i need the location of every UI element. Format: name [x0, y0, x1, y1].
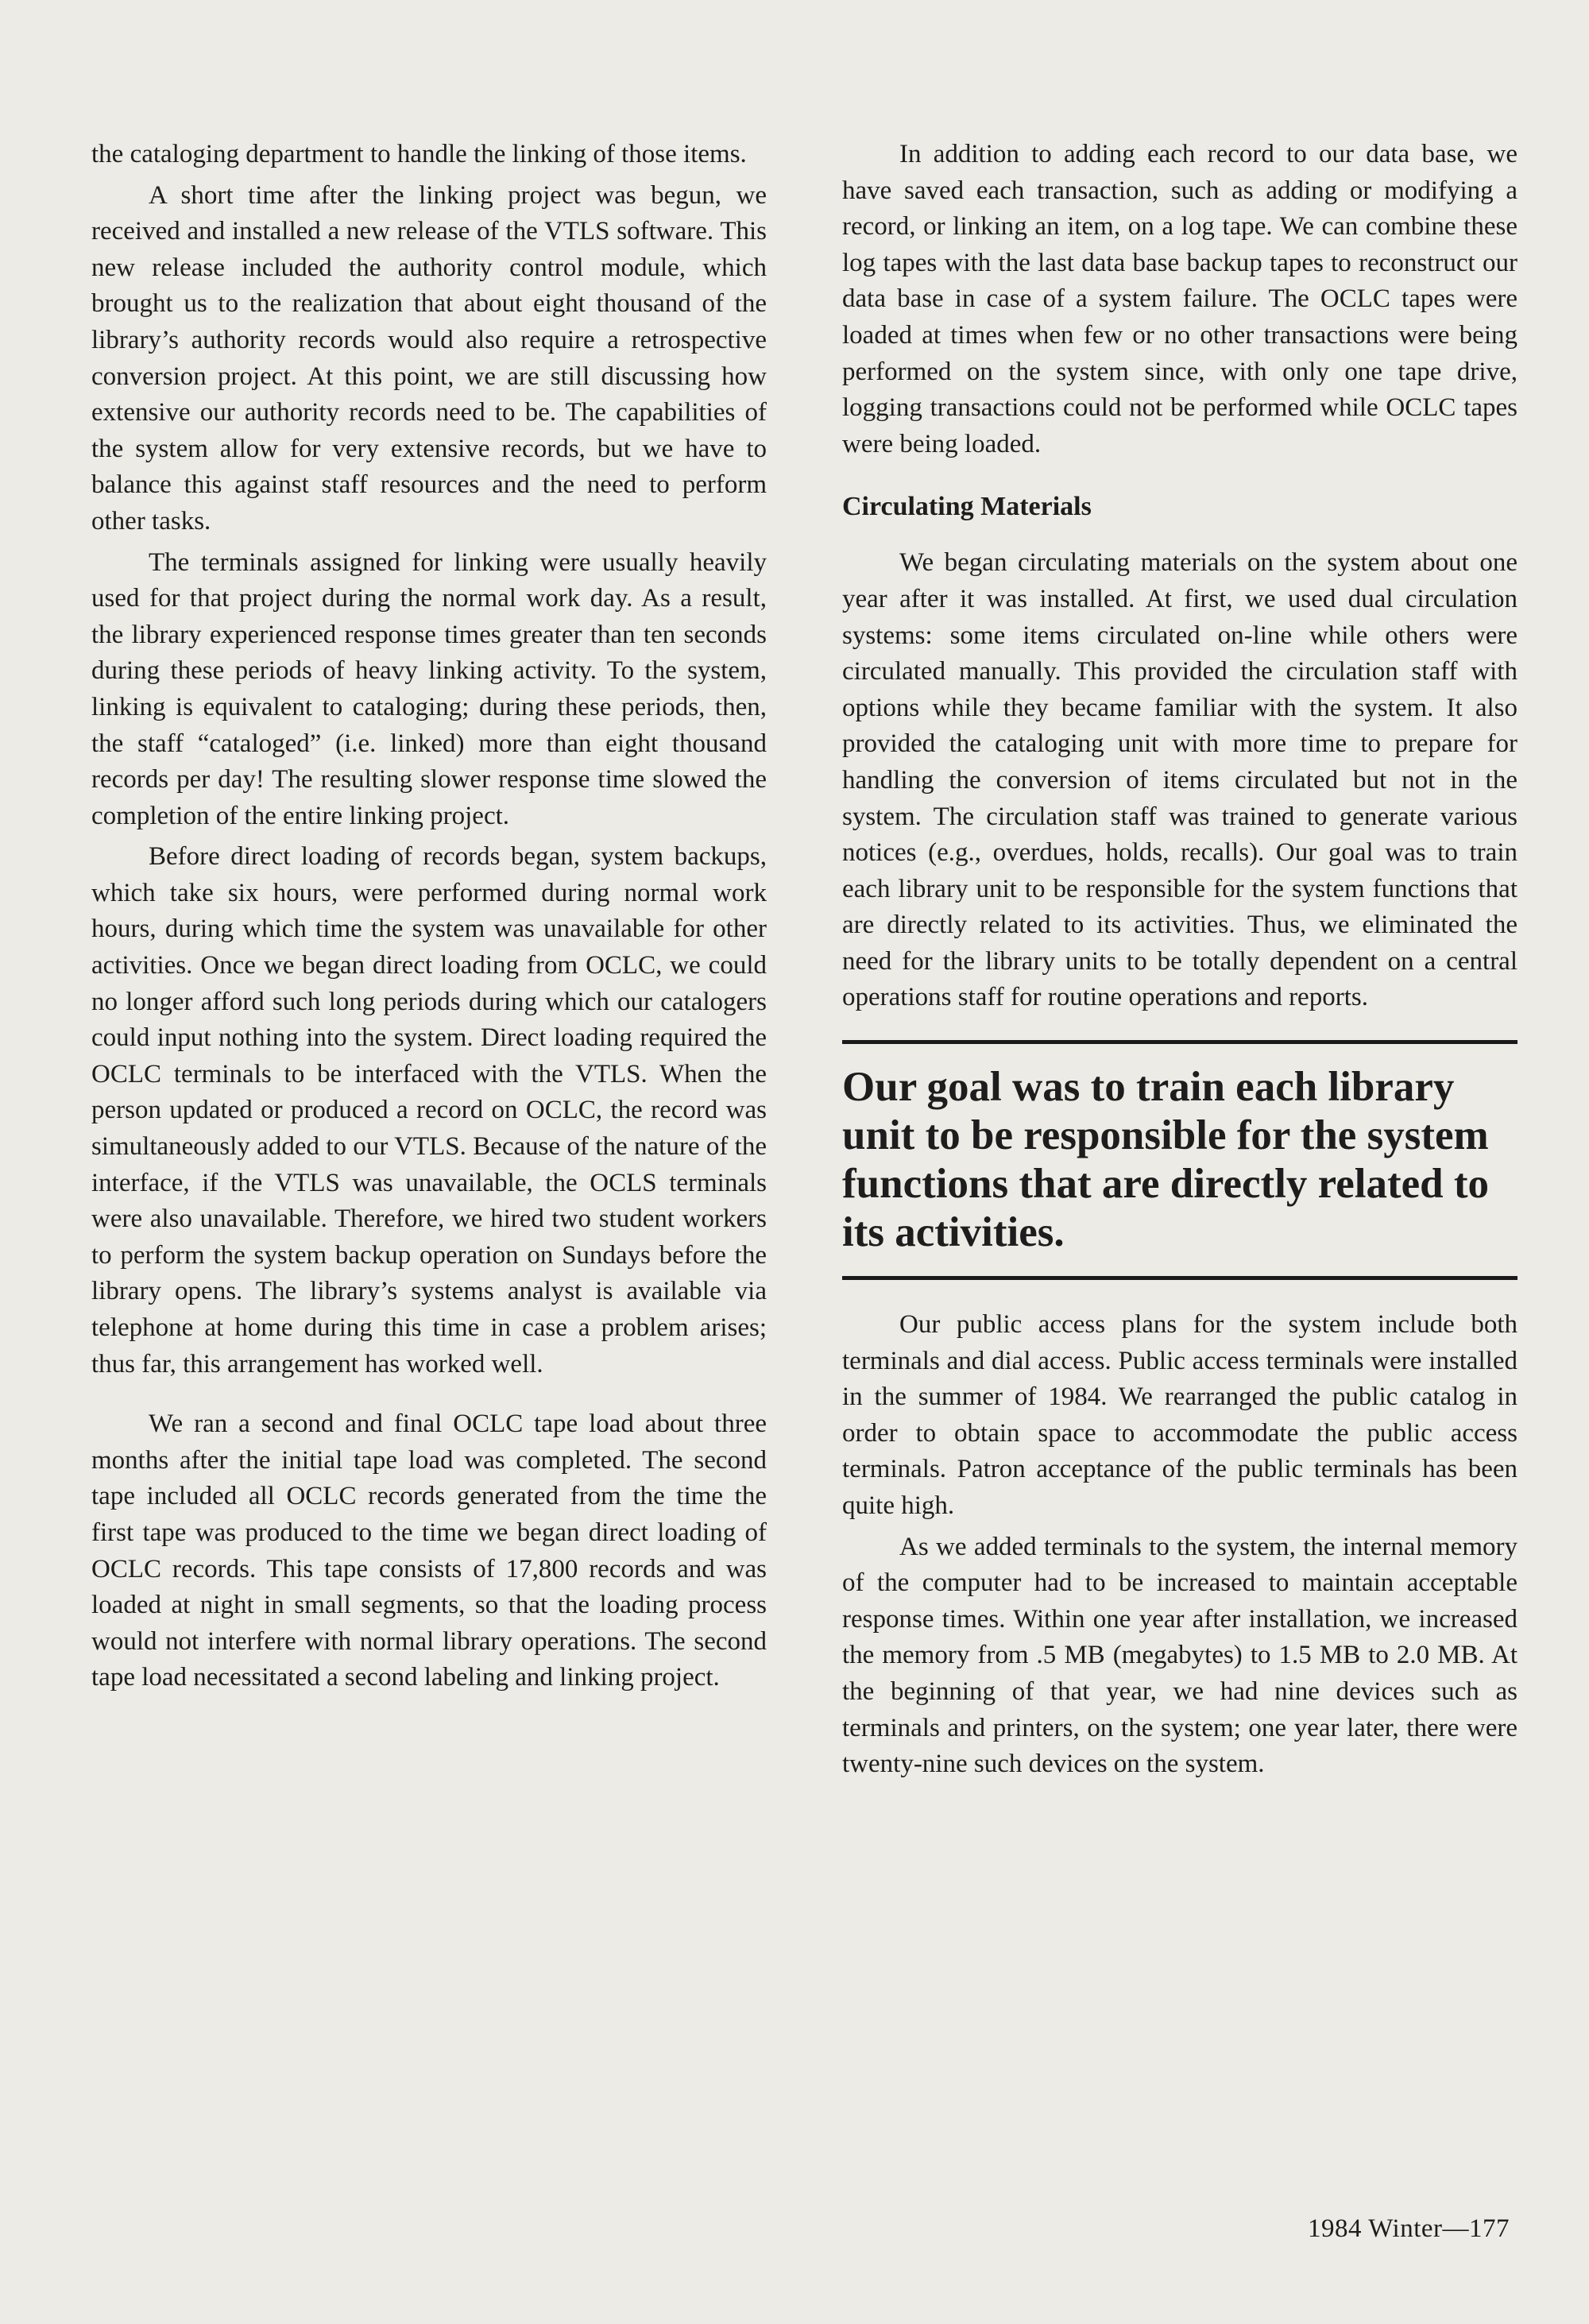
pullquote-bottom-rule — [842, 1276, 1517, 1280]
circulation-paragraph: We began circulating materials on the system about one year after it was installed. At first, we used dual circulation systems: some items circulated on-line while others were circulated manually. This provided the circulation staff with options while they became familiar with the system. It also provided the cataloging unit with more time to prepare for handling the conversion of items circulated but not in the system. The circulation staff was trained to generate various notices (e.g., overdues, holds, recalls). Our goal was to train each library unit to be responsible for the system functions that are directly related to its activities. Thus, we eliminated the need for the library units to be totally dependent on a central operations staff for routine operations and reports. — [842, 548, 1517, 1012]
left-paragraph-2: A short time after the linking project was begun, we received and installed a new release of the VTLS software. This new release included the authority control module, which brought us to the realization that about eight thousand of the library’s authority records would also require a retrospective conversion project. At this point, we are still discussing how extensive our authority records need to be. The capabilities of the system allow for very extensive records, but we have to balance this against staff resources and the need to perform other tasks. — [91, 180, 767, 536]
left-paragraph-4: Before direct loading of records began, system backups, which take six hours, were performed during normal work hours, during which time the system was unavailable for other activities. Once we began direct loading from OCLC, we could no longer afford such long periods during which our catalogers could input nothing into the system. Direct loading required the OCLC terminals to be interfaced with the VTLS. When the person updated or produced a record on OCLC, the record was simultaneously added to our VTLS. Because of the nature of the interface, if the VTLS was unavailable, the OCLS terminals were also unavailable. Therefore, we hired two student workers to perform the system backup operation on Sundays before the library opens. The library’s systems analyst is available via telephone at home during this time in case a problem arises; thus far, this arrangement has worked well. — [91, 842, 767, 1379]
right-intro-paragraph: In addition to adding each record to our data base, we have saved each transaction, such as adding or modifying a record, or linking an item, on a log tape. We can combine these log tapes with the last data base backup tapes to reconstruct our data base in case of a system failure. The OCLC tapes were loaded at times when few or no other transactions were being performed on the system since, with only one tape drive, logging transactions could not be performed while OCLC tapes were being loaded. — [842, 140, 1517, 458]
left-paragraph-3: The terminals assigned for linking were usually heavily used for that project during the normal work day. As a result, the library experienced response times greater than ten seconds during these periods of heavy linking activity. To the system, linking is equivalent to cataloging; during these periods, then, the staff “cataloged” (i.e. linked) more than eight thousand records per day! The resulting slower response time slowed the completion of the entire linking project. — [91, 547, 767, 830]
public-access-paragraph: Our public access plans for the system include both terminals and dial access. Public access terminals were installed in the summer of 1984. We rearranged the public catalog in order to obtain space to accommodate the public access terminals. Patron acceptance of the public terminals has been quite high. — [842, 1310, 1517, 1521]
memory-paragraph: As we added terminals to the system, the internal memory of the computer had to be increased to maintain acceptable response times. Within one year after installation, we increased the memory from .5 MB (megabytes) to 1.5 MB to 2.0 MB. At the beginning of that year, we had nine devices such as terminals and printers, on the system; one year later, there were twenty-nine such devices on the system. — [842, 1532, 1517, 1779]
page-footer: 1984 Winter—177 — [1308, 2214, 1510, 2243]
pullquote: Our goal was to train each library unit to be responsible for the system functions that are directly related to its activities. — [842, 1064, 1490, 1256]
left-column — [91, 137, 767, 1696]
right-column — [842, 137, 1517, 1783]
section-heading-circulating-materials: Circulating Materials — [842, 492, 1092, 522]
pullquote-top-rule — [842, 1040, 1517, 1044]
left-paragraph-1: the cataloging department to handle the linking of those items. — [91, 140, 747, 168]
left-paragraph-5: We ran a second and final OCLC tape load about three months after the initial tape load was completed. The second tape included all OCLC records generated from the time the first tape was produced to the time we began direct loading of OCLC records. This tape consists of 17,800 records and was loaded at night in small segments, so that the loading process would not interfere with normal library operations. The second tape load necessitated a second labeling and linking project. — [91, 1409, 767, 1692]
